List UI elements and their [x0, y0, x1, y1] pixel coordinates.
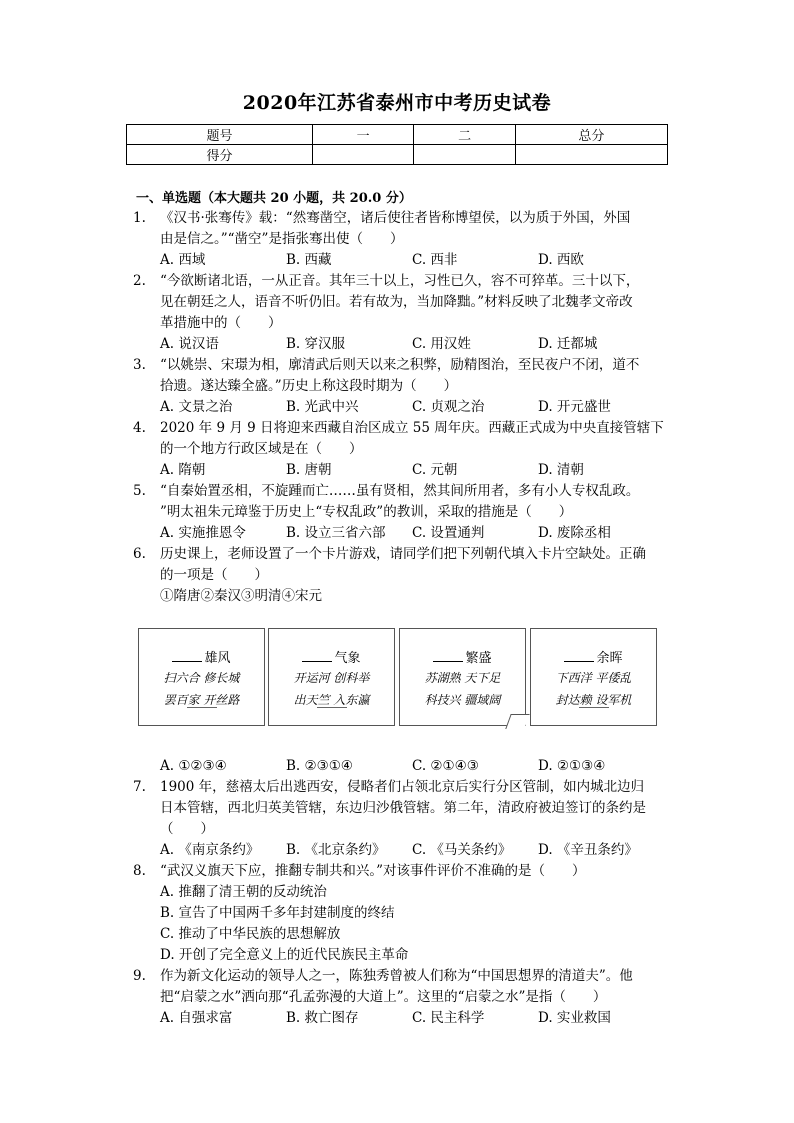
option-c[interactable]: C. 西非 [412, 252, 458, 268]
card-dash [317, 707, 347, 708]
stem-line: 历史课上，老师设置了一个卡片游戏，请同学们把下列朝代填入卡片空缺处。正确 [160, 546, 646, 562]
option-b[interactable]: B. 救亡图存 [286, 1010, 359, 1026]
score-cell [515, 145, 667, 165]
options-row [160, 756, 665, 777]
options-row [160, 523, 665, 544]
question-2 [133, 271, 665, 355]
option-a[interactable]: A. 隋朝 [160, 462, 206, 478]
option-b[interactable]: B. 《北京条约》 [286, 842, 386, 858]
question-5 [133, 481, 665, 544]
score-header-cell: 二 [414, 125, 515, 145]
stem-line: 把“启蒙之水”洒向那“孔孟弥漫的大道上”。这里的“启蒙之水”是指（ ） [160, 989, 607, 1005]
options-row [160, 397, 665, 418]
option-d[interactable]: D. 废除丞相 [538, 525, 611, 541]
stem-line: “以姚崇、宋璟为相，廓清武后则天以来之积弊，励精图治，至民夜户不闭，道不 [160, 357, 640, 373]
stem-line: 革措施中的（ ） [160, 315, 282, 331]
stem-line: 《汉书·张骞传》载：“然骞凿空，诸后使往者皆称博望侯，以为质于外国，外国 [160, 210, 631, 226]
stem-line: “武汉义旗天下应，推翻专制共和兴。”对该事件评价不准确的是（ ） [160, 863, 586, 879]
question-6-options [133, 756, 665, 777]
option-a[interactable]: A. 西域 [160, 252, 206, 268]
question-1 [133, 208, 665, 271]
card-dash [187, 707, 217, 708]
card-blank [564, 661, 594, 662]
question-number: 4. [133, 420, 146, 436]
question-number: 5. [133, 483, 146, 499]
question-number: 6. [133, 546, 146, 562]
score-table-score-row [127, 145, 668, 165]
score-header-cell: 题号 [127, 125, 313, 145]
option-c[interactable]: C. 设置通判 [412, 525, 485, 541]
option-c[interactable]: C. ②①④③ [412, 758, 479, 774]
option-c[interactable]: C. 贞观之治 [412, 399, 485, 415]
question-number: 2. [133, 273, 146, 289]
stem-line: 由是信之。”“凿空”是指张骞出使（ ） [160, 231, 404, 247]
score-cell [312, 145, 413, 165]
option-b[interactable]: B. 光武中兴 [286, 399, 359, 415]
card-line: 科技兴 疆域阔 [424, 693, 501, 707]
card-heading [531, 647, 656, 666]
card-line: 出天竺 入东瀛 [293, 693, 370, 707]
card-line: 开运河 创科举 [293, 671, 370, 685]
option-c[interactable]: C. 民主科学 [412, 1010, 485, 1026]
option-b[interactable]: B. 西藏 [286, 252, 332, 268]
question-8 [133, 861, 665, 966]
question-stem [160, 208, 665, 250]
score-cell [414, 145, 515, 165]
option-d[interactable]: D. 《辛丑条约》 [538, 842, 638, 858]
question-stem [160, 418, 665, 460]
score-header-cell: 总分 [515, 125, 667, 145]
stem-line: 2020 年 9 月 9 日将迎来西藏自治区成立 55 周年庆。西藏正式成为中央直接管辖下 [160, 420, 664, 436]
option-c[interactable]: C. 推动了中华民族的思想解放 [160, 926, 341, 942]
dynasty-card-figure [134, 622, 664, 732]
option-b[interactable]: B. ②③①④ [286, 758, 353, 774]
question-stem [160, 481, 665, 523]
option-d[interactable]: D. ②①③④ [538, 758, 606, 774]
card-dash [579, 707, 609, 708]
card-4 [530, 628, 657, 726]
option-c[interactable]: C. 《马关条约》 [412, 842, 512, 858]
card-blank [302, 661, 332, 662]
stem-line: “自秦始置丞相，不旋踵而亡……虽有贤相，然其间所用者，多有小人专权乱政。 [160, 483, 640, 499]
stem-line: 日本管辖，西北归英美管辖，东边归沙俄管辖。第二年，清政府被迫签订的条约是 [160, 800, 646, 816]
stem-line: （ ） [160, 821, 214, 837]
option-c[interactable]: C. 用汉姓 [412, 336, 471, 352]
score-row-label: 得分 [127, 145, 313, 165]
card-3 [399, 628, 526, 726]
question-6 [133, 544, 665, 607]
stem-line: 的一项是（ ） [160, 567, 268, 583]
question-stem [160, 271, 665, 334]
options-row [160, 334, 665, 355]
card-blank [172, 661, 202, 662]
card-line: 下西洋 平倭乱 [555, 671, 632, 685]
question-4 [133, 418, 665, 481]
options-row [160, 840, 665, 861]
stem-line: 的一个地方行政区域是在（ ） [160, 441, 363, 457]
question-number: 3. [133, 357, 146, 373]
question-9 [133, 966, 665, 1029]
card-heading-text: 繁盛 [465, 651, 492, 666]
question-stem [160, 861, 665, 882]
section-title: 一、单选题（本大题共 20 小题，共 20.0 分） [136, 191, 412, 206]
option-a[interactable]: A. 实施推恩令 [160, 525, 246, 541]
stem-line: “今欲断诸北语，一从正音。其年三十以上，习性已久，容不可猝革。三十以下， [160, 273, 640, 289]
stem-line: ”明太祖朱元璋鉴于历史上“专权乱政”的教训，采取的措施是（ ） [160, 504, 573, 520]
question-stem [160, 966, 665, 1008]
stem-line: 作为新文化运动的领导人之一，陈独秀曾被人们称为“中国思想界的清道夫”。他 [160, 968, 633, 984]
card-line: 罢百家 开丝路 [163, 693, 240, 707]
card-2 [268, 628, 395, 726]
question-stem [160, 544, 665, 607]
stem-line: 见在朝廷之人，语音不听仍旧。若有故为，当加降黜。”材料反映了北魏孝文帝改 [160, 294, 633, 310]
options-row [160, 250, 665, 271]
option-a[interactable]: A. 自强求富 [160, 1010, 233, 1026]
option-a[interactable]: A. 说汉语 [160, 336, 219, 352]
option-c[interactable]: C. 元朝 [412, 462, 458, 478]
card-curl [505, 714, 529, 729]
page-title: 2020年江苏省泰州市中考历史试卷 [242, 92, 552, 114]
question-stem [160, 777, 665, 840]
option-a[interactable]: A. ①②③④ [160, 758, 227, 774]
question-7 [133, 777, 665, 861]
option-d[interactable]: D. 开创了完全意义上的近代民族民主革命 [160, 947, 409, 963]
question-3 [133, 355, 665, 418]
option-a[interactable]: A. 《南京条约》 [160, 842, 260, 858]
option-b[interactable]: B. 穿汉服 [286, 336, 346, 352]
question-stem [160, 355, 665, 397]
card-heading [269, 647, 394, 666]
question-number: 9. [133, 968, 146, 984]
score-table-header-row [127, 125, 668, 145]
card-1 [138, 628, 265, 726]
option-a[interactable]: A. 推翻了清王朝的反动统治 [160, 884, 327, 900]
stem-line: 1900 年，慈禧太后出逃西安，侵略者们占领北京后实行分区管制，如内城北边归 [160, 779, 645, 795]
option-b[interactable]: B. 设立三省六部 [286, 525, 386, 541]
stem-line: ①隋唐②秦汉③明清④宋元 [160, 588, 322, 604]
option-d[interactable]: D. 迁都城 [538, 336, 598, 352]
option-d[interactable]: D. 西欧 [538, 252, 584, 268]
stem-line: 拾遗。遂达臻全盛。”历史上称这段时期为（ ） [160, 378, 458, 394]
question-number: 7. [133, 779, 146, 795]
score-header-cell: 一 [312, 125, 413, 145]
card-blank [433, 661, 463, 662]
option-b[interactable]: B. 唐朝 [286, 462, 332, 478]
card-line: 苏湖熟 天下足 [424, 671, 501, 685]
card-heading [139, 647, 264, 666]
option-d[interactable]: D. 开元盛世 [538, 399, 611, 415]
question-number: 8. [133, 863, 146, 879]
card-heading [400, 647, 525, 666]
card-heading-text: 余晖 [596, 651, 623, 666]
options-row [160, 460, 665, 481]
card-line: 封达赖 设军机 [555, 693, 632, 707]
card-heading-text: 雄风 [204, 651, 231, 666]
card-line: 扫六合 修长城 [163, 671, 240, 685]
score-table [126, 124, 668, 165]
question-number: 1. [133, 210, 146, 226]
option-d[interactable]: D. 实业救国 [538, 1010, 611, 1026]
card-heading-text: 气象 [334, 651, 361, 666]
option-a[interactable]: A. 文景之治 [160, 399, 233, 415]
options-row [160, 1008, 665, 1029]
option-d[interactable]: D. 清朝 [538, 462, 584, 478]
option-b[interactable]: B. 宣告了中国两千多年封建制度的终结 [160, 905, 395, 921]
